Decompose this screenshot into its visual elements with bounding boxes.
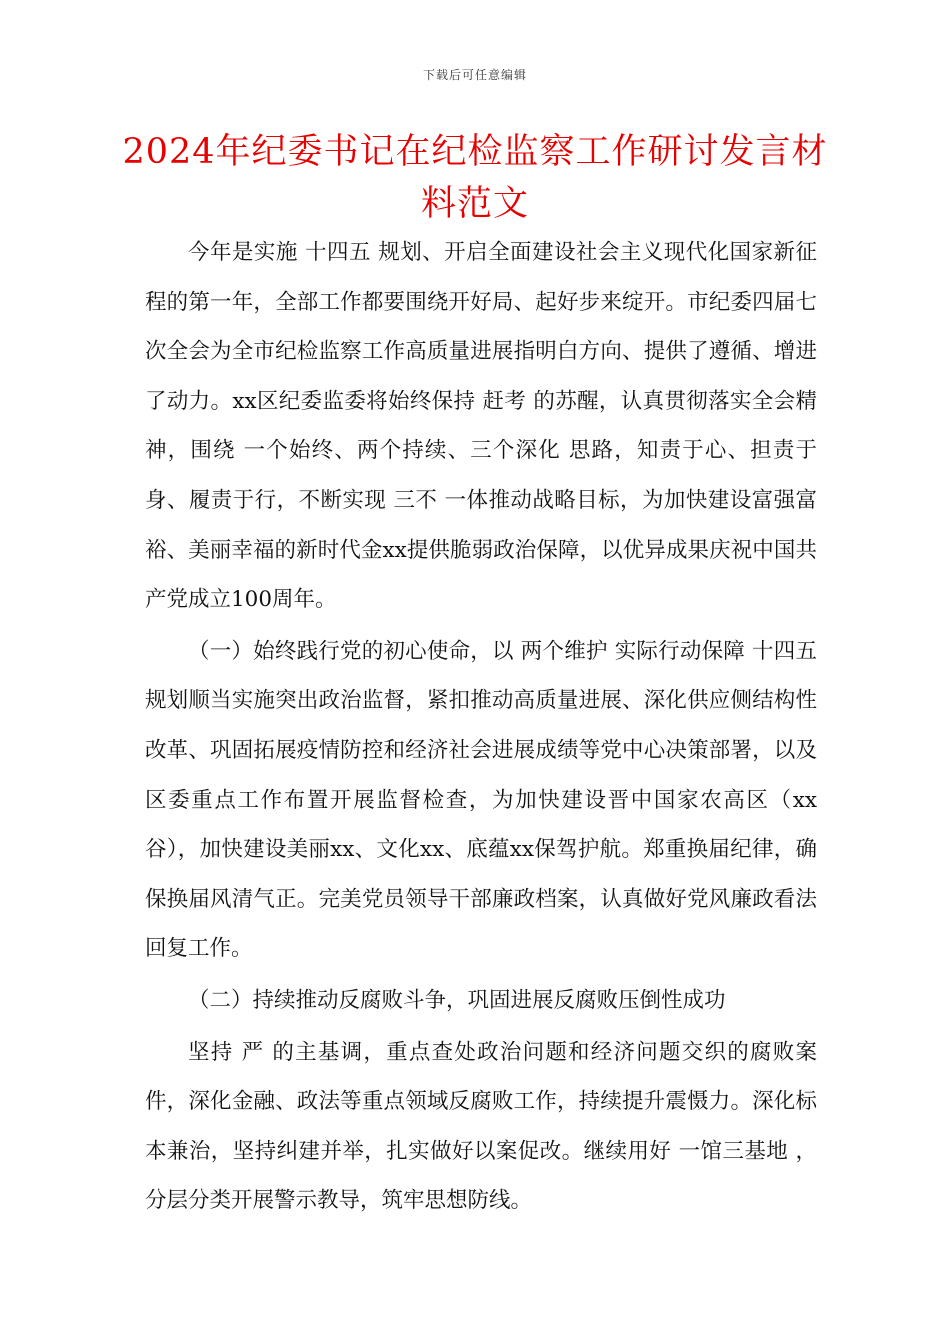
paragraph-section-one: （一）始终践行党的初心使命，以 两个维护 实际行动保障 十四五 规划顺当实施突出政治监督，紧扣推动高质量进展、深化供应侧结构性改革、巩固拓展疫情防控和经济社会进展成绩等党中心决策部署，以及区委重点工作布置开展监督检查，为加快建设晋中国家农高区（xx谷），加快建设美丽xx、文化xx、底蕴xx保驾护航。郑重换届纪律，确保换届风清气正。完美党员领导干部廉政档案，认真做好党风廉政看法回复工作。 [145, 638, 817, 962]
header-note: 下载后可任意编辑 [422, 68, 527, 82]
document-body [145, 228, 817, 1226]
paragraph-section-two-body: 坚持 严 的主基调，重点查处政治问题和经济问题交织的腐败案件，深化金融、政法等重点领域反腐败工作，持续提升震慑力。深化标本兼治，坚持纠建并举，扎实做好以案促改。继续用好 一馆三基地 ，分层分类开展警示教导，筑牢思想防线。 [145, 1039, 817, 1214]
paragraph-section-two-heading: （二）持续推动反腐败斗争，巩固进展反腐败压倒性成功 [188, 987, 726, 1013]
paragraph-intro: 今年是实施 十四五 规划、开启全面建设社会主义现代化国家新征程的第一年，全部工作都要围绕开好局、起好步来绽开。市纪委四届七次全会为全市纪检监察工作高质量进展指明白方向、提供了遵循、增进了动力。xx区纪委监委将始终保持 赶考 的苏醒，认真贯彻落实全会精神，围绕 一个始终、两个持续、三个深化 思路，知责于心、担责于身、履责于行，不断实现 三不 一体推动战略目标，为加快建设富强富裕、美丽幸福的新时代金xx提供脆弱政治保障，以优异成果庆祝中国共产党成立100周年。 [145, 240, 817, 613]
document-title: 2024年纪委书记在纪检监察工作研讨发言材料范文 [122, 132, 828, 224]
